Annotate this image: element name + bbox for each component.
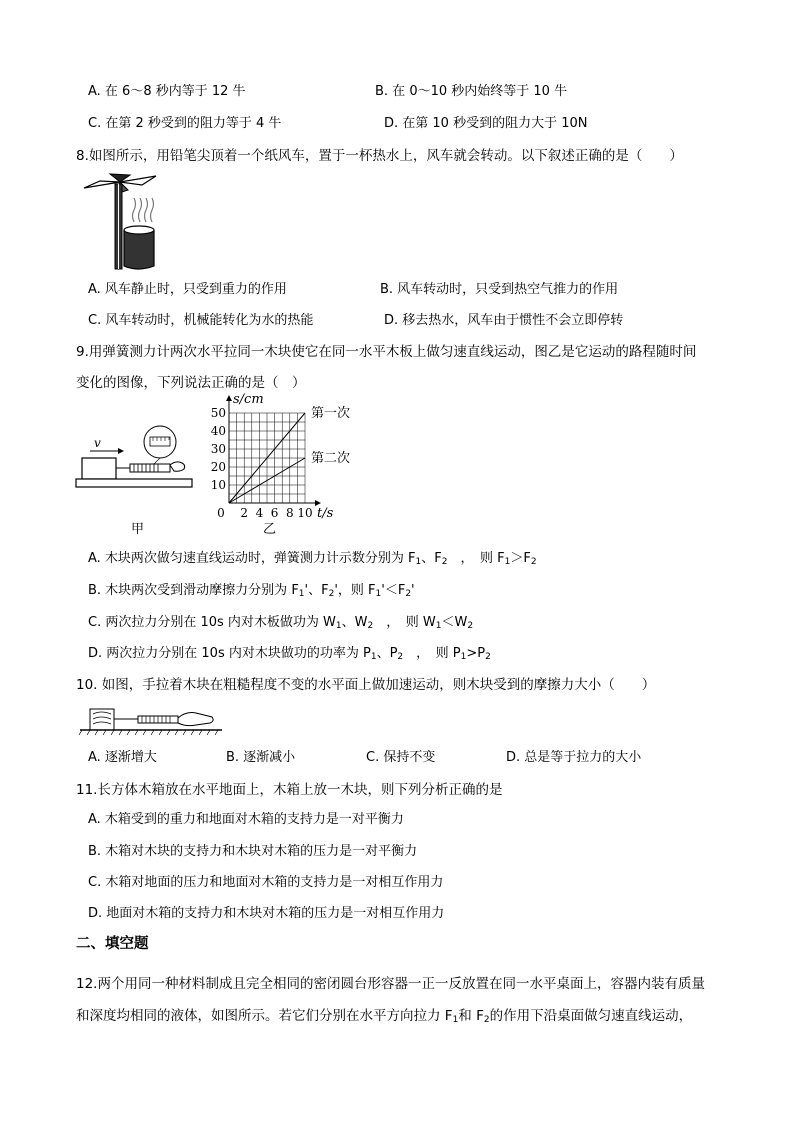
q8-option-a: A. 风车静止时，只受到重力的作用 [88,282,287,297]
distance-time-graph [205,392,355,523]
q8-stem: 8.如图所示，用铅笔尖顶着一个纸风车，置于一杯热水上，风车就会转动。以下叙述正确的是（ ） [76,148,683,164]
pull-block-figure [80,706,222,736]
q8-option-d: D. 移去热水，风车由于惯性不会立即停转 [384,313,624,328]
y-tick-label: 10 [210,478,226,492]
y-axis-arrow [226,395,232,401]
q9-option-d: D. 两次拉力分别在 10s 内对木块做功的功率为 $P_1$、$P_2$ ， 则 $P_1>P_2$ [88,646,491,662]
q10-option-a: A. 逐渐增大 [88,750,157,765]
pencil-icon [115,184,122,269]
x-tick-label: 2 [240,506,249,520]
velocity-label: v [94,436,101,450]
series-label-2: 第二次 [311,451,351,466]
q10-option-d: D. 总是等于拉力的大小 [506,750,642,765]
q10-stem: 10. 如图，手拉着木块在粗糙程度不变的水平面上做加速运动，则木块受到的摩擦力大小（ ） [76,677,656,693]
q11-stem: 11.长方体木箱放在水平地面上，木箱上放一木块，则下列分析正确的是 [76,782,503,798]
y-tick-label: 40 [210,424,226,438]
figure-label-yi: 乙 [263,522,277,537]
q8-option-b: B. 风车转动时，只受到热空气推力的作用 [380,282,619,297]
q11-option-b: B. 木箱对木块的支持力和木块对木箱的压力是一对平衡力 [88,844,418,859]
figure-label-jia: 甲 [131,522,145,537]
wood-board [76,479,192,487]
hand-icon [170,462,185,471]
q9-option-b: B. 木块两次受到滑动摩擦力分别为 $F_1'$、$F_2'$，则 $F_1'<F_2'$ [88,583,415,599]
hot-water-cup-icon [124,226,154,269]
x-axis-label: t/s [317,506,334,521]
y-tick-label: 20 [210,460,226,474]
q10-option-c: C. 保持不变 [366,750,436,765]
wood-block [82,458,116,479]
pinwheel-figure [80,172,160,272]
x-tick-label: 0 [217,506,225,520]
q12-line1: 12.两个用同一种材料制成且完全相同的密闭圆台形容器一正一反放置在同一水平桌面上，容器内装有质量 [76,976,705,992]
series-label-1: 第一次 [311,406,351,421]
q9-stem-line1: 9.用弹簧测力计两次水平拉同一木块使它在同一水平木板上做匀速直线运动，图乙是它运动的路程随时间 [76,344,697,360]
q9-option-c: C. 两次拉力分别在 10s 内对木板做功为 $W_1$、$W_2$ ， 则 $W_1<W_2$ [88,615,474,631]
x-tick-label: 6 [270,506,279,520]
q7-option-b: B. 在 0～10 秒内始终等于 10 牛 [375,84,568,99]
q10-option-b: B. 逐渐减小 [226,750,296,765]
section-title-fill-blank: 二、填空题 [76,936,149,952]
q7-option-a: A. 在 6～8 秒内等于 12 牛 [88,84,246,99]
y-tick-label: 30 [210,442,226,456]
x-tick-label: 4 [255,506,264,520]
x-tick-label: 8 [285,506,294,520]
q11-option-c: C. 木箱对地面的压力和地面对木箱的支持力是一对相互作用力 [88,875,444,890]
q9-stem-line2: 变化的图像，下列说法正确的是（ ） [76,375,306,391]
q11-option-a: A. 木箱受到的重力和地面对木箱的支持力是一对平衡力 [88,812,404,827]
q7-option-d: D. 在第 10 秒受到的阻力大于 10N [384,116,588,131]
x-tick-label: 10 [297,506,313,520]
q11-option-d: D. 地面对木箱的支持力和木块对木箱的压力是一对相互作用力 [88,906,445,921]
q8-option-c: C. 风车转动时，机械能转化为水的热能 [88,313,314,328]
q7-option-c: C. 在第 2 秒受到的阻力等于 4 牛 [88,116,282,131]
q9-option-a: A. 木块两次做匀速直线运动时，弹簧测力计示数分别为 $F_1$、$F_2$ ， 则 $F_1>F_2$ [88,551,537,567]
y-axis-label: s/cm [233,392,264,407]
steam-icon [133,198,154,222]
spring-scale-figure [74,420,196,500]
y-tick-label: 50 [210,406,226,420]
hand-icon [178,713,213,726]
q12-line2: 和深度均相同的液体，如图所示。若它们分别在水平方向拉力 $F_1$和 $F_2$的作用下沿桌面做匀速直线运动， [76,1008,693,1025]
